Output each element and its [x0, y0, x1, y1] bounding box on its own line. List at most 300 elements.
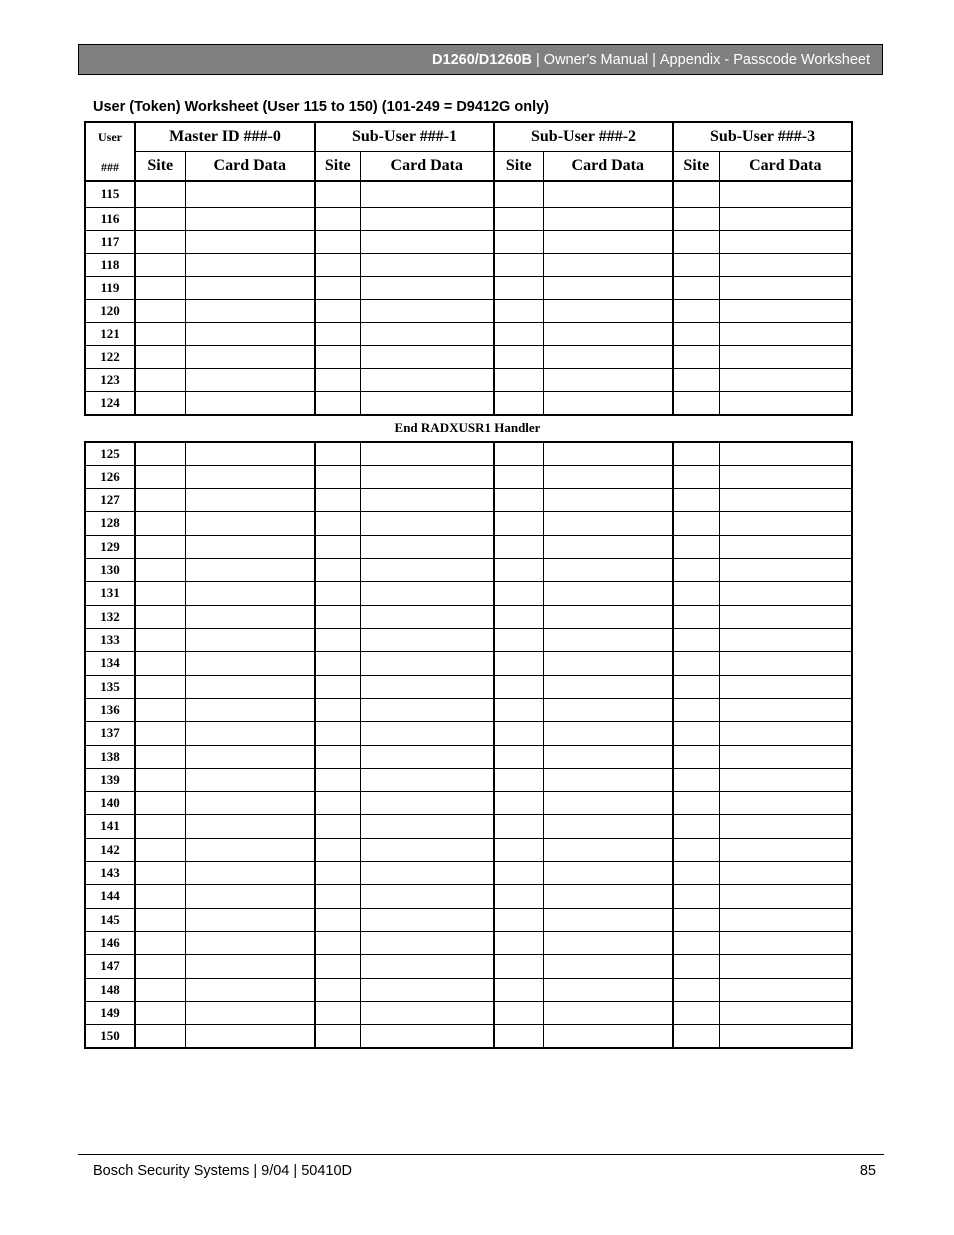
site-cell[interactable]	[494, 299, 543, 322]
card-data-cell[interactable]	[185, 181, 315, 207]
site-cell[interactable]	[135, 954, 185, 978]
site-cell[interactable]	[494, 838, 543, 861]
site-cell[interactable]	[135, 391, 185, 415]
card-data-cell[interactable]	[543, 908, 673, 931]
site-cell[interactable]	[135, 207, 185, 230]
site-cell[interactable]	[135, 558, 185, 581]
site-cell[interactable]	[673, 535, 719, 558]
card-data-cell[interactable]	[719, 768, 852, 791]
site-cell[interactable]	[494, 535, 543, 558]
card-data-cell[interactable]	[543, 207, 673, 230]
site-cell[interactable]	[494, 931, 543, 954]
site-cell[interactable]	[315, 954, 360, 978]
card-data-cell[interactable]	[543, 558, 673, 581]
card-data-cell[interactable]	[543, 391, 673, 415]
table-row	[85, 207, 852, 230]
site-cell[interactable]	[673, 628, 719, 651]
site-cell[interactable]	[673, 954, 719, 978]
site-cell[interactable]	[135, 978, 185, 1001]
card-data-cell[interactable]	[185, 558, 315, 581]
card-data-cell[interactable]	[185, 345, 315, 368]
site-cell[interactable]	[135, 698, 185, 721]
site-cell[interactable]	[494, 465, 543, 488]
site-cell[interactable]	[494, 253, 543, 276]
site-cell[interactable]	[315, 628, 360, 651]
card-data-cell[interactable]	[360, 511, 494, 535]
site-cell[interactable]	[494, 884, 543, 908]
card-data-cell[interactable]	[185, 511, 315, 535]
site-cell[interactable]	[135, 628, 185, 651]
card-data-cell[interactable]	[719, 1024, 852, 1048]
site-cell[interactable]	[673, 1024, 719, 1048]
card-data-cell[interactable]	[360, 442, 494, 465]
card-data-cell[interactable]	[719, 791, 852, 814]
card-data-cell[interactable]	[719, 605, 852, 628]
card-data-cell[interactable]	[360, 488, 494, 511]
card-data-cell[interactable]	[719, 861, 852, 884]
site-cell[interactable]	[494, 954, 543, 978]
site-cell[interactable]	[494, 745, 543, 768]
site-cell[interactable]	[315, 791, 360, 814]
site-cell[interactable]	[494, 345, 543, 368]
card-data-cell[interactable]	[543, 322, 673, 345]
card-data-header: Card Data	[543, 152, 673, 182]
site-cell[interactable]	[315, 442, 360, 465]
card-data-cell[interactable]	[719, 745, 852, 768]
card-data-cell[interactable]	[185, 442, 315, 465]
site-cell[interactable]	[315, 322, 360, 345]
table-row	[85, 230, 852, 253]
card-data-cell[interactable]	[185, 721, 315, 745]
site-cell[interactable]	[315, 745, 360, 768]
site-cell[interactable]	[135, 581, 185, 605]
card-data-cell[interactable]	[360, 721, 494, 745]
card-data-cell[interactable]	[543, 861, 673, 884]
card-data-cell[interactable]	[360, 558, 494, 581]
site-cell[interactable]	[315, 345, 360, 368]
card-data-cell[interactable]	[185, 1001, 315, 1024]
site-cell[interactable]	[135, 276, 185, 299]
card-data-cell[interactable]	[543, 253, 673, 276]
site-cell[interactable]	[315, 978, 360, 1001]
site-cell[interactable]	[494, 558, 543, 581]
card-data-cell[interactable]	[185, 207, 315, 230]
site-cell[interactable]	[673, 675, 719, 698]
card-data-cell[interactable]	[719, 299, 852, 322]
card-data-cell[interactable]	[185, 698, 315, 721]
card-data-cell[interactable]	[185, 488, 315, 511]
site-cell[interactable]	[315, 605, 360, 628]
card-data-cell[interactable]	[543, 954, 673, 978]
card-data-cell[interactable]	[719, 511, 852, 535]
site-cell[interactable]	[494, 605, 543, 628]
site-cell[interactable]	[315, 558, 360, 581]
card-data-cell[interactable]	[360, 768, 494, 791]
card-data-cell[interactable]	[719, 181, 852, 207]
site-cell[interactable]	[135, 931, 185, 954]
site-cell[interactable]	[673, 978, 719, 1001]
card-data-cell[interactable]	[543, 721, 673, 745]
card-data-cell[interactable]	[543, 1001, 673, 1024]
card-data-cell[interactable]	[719, 814, 852, 838]
card-data-cell[interactable]	[719, 442, 852, 465]
site-cell[interactable]	[494, 978, 543, 1001]
user-number: 144	[85, 884, 135, 908]
site-cell[interactable]	[673, 791, 719, 814]
site-cell[interactable]	[135, 721, 185, 745]
card-data-cell[interactable]	[360, 230, 494, 253]
site-cell[interactable]	[673, 1001, 719, 1024]
site-cell[interactable]	[673, 181, 719, 207]
card-data-cell[interactable]	[543, 675, 673, 698]
card-data-cell[interactable]	[719, 1001, 852, 1024]
card-data-cell[interactable]	[543, 768, 673, 791]
site-cell[interactable]	[315, 181, 360, 207]
card-data-cell[interactable]	[360, 838, 494, 861]
table-row	[85, 768, 852, 791]
card-data-cell[interactable]	[719, 651, 852, 675]
card-data-cell[interactable]	[719, 978, 852, 1001]
card-data-cell[interactable]	[543, 511, 673, 535]
card-data-cell[interactable]	[543, 465, 673, 488]
site-cell[interactable]	[135, 322, 185, 345]
card-data-cell[interactable]	[543, 884, 673, 908]
site-cell[interactable]	[135, 838, 185, 861]
card-data-cell[interactable]	[360, 368, 494, 391]
site-cell[interactable]	[673, 558, 719, 581]
site-cell[interactable]	[315, 861, 360, 884]
card-data-cell[interactable]	[719, 207, 852, 230]
site-cell[interactable]	[673, 442, 719, 465]
card-data-cell[interactable]	[185, 931, 315, 954]
card-data-cell[interactable]	[360, 814, 494, 838]
card-data-cell[interactable]	[543, 838, 673, 861]
site-cell[interactable]	[673, 931, 719, 954]
site-cell[interactable]	[135, 1024, 185, 1048]
site-cell[interactable]	[135, 299, 185, 322]
card-data-cell[interactable]	[360, 581, 494, 605]
card-data-cell[interactable]	[185, 276, 315, 299]
site-cell[interactable]	[673, 511, 719, 535]
site-cell[interactable]	[315, 299, 360, 322]
site-cell[interactable]	[494, 1024, 543, 1048]
card-data-cell[interactable]	[185, 745, 315, 768]
site-cell[interactable]	[494, 791, 543, 814]
site-cell[interactable]	[135, 884, 185, 908]
card-data-cell[interactable]	[185, 465, 315, 488]
card-data-cell[interactable]	[360, 675, 494, 698]
site-cell[interactable]	[673, 488, 719, 511]
card-data-cell[interactable]	[360, 931, 494, 954]
site-cell[interactable]	[135, 651, 185, 675]
card-data-cell[interactable]	[360, 978, 494, 1001]
site-cell[interactable]	[135, 181, 185, 207]
card-data-cell[interactable]	[719, 838, 852, 861]
user-number: 134	[85, 651, 135, 675]
card-data-cell[interactable]	[360, 465, 494, 488]
site-cell[interactable]	[135, 230, 185, 253]
site-cell[interactable]	[315, 675, 360, 698]
site-cell[interactable]	[315, 465, 360, 488]
site-cell[interactable]	[494, 230, 543, 253]
card-data-cell[interactable]	[719, 908, 852, 931]
site-cell[interactable]	[673, 253, 719, 276]
card-data-cell[interactable]	[543, 181, 673, 207]
card-data-cell[interactable]	[543, 814, 673, 838]
card-data-cell[interactable]	[543, 299, 673, 322]
card-data-cell[interactable]	[719, 276, 852, 299]
card-data-cell[interactable]	[543, 791, 673, 814]
card-data-cell[interactable]	[185, 884, 315, 908]
site-cell[interactable]	[673, 345, 719, 368]
card-data-cell[interactable]	[543, 605, 673, 628]
site-cell[interactable]	[315, 253, 360, 276]
card-data-cell[interactable]	[543, 1024, 673, 1048]
card-data-cell[interactable]	[543, 978, 673, 1001]
card-data-cell[interactable]	[185, 675, 315, 698]
card-data-cell[interactable]	[185, 838, 315, 861]
card-data-cell[interactable]	[543, 276, 673, 299]
card-data-cell[interactable]	[543, 628, 673, 651]
site-cell[interactable]	[315, 721, 360, 745]
card-data-cell[interactable]	[185, 954, 315, 978]
card-data-cell[interactable]	[360, 954, 494, 978]
site-cell[interactable]	[135, 368, 185, 391]
card-data-cell[interactable]	[360, 1024, 494, 1048]
site-cell[interactable]	[494, 581, 543, 605]
site-cell[interactable]	[673, 581, 719, 605]
card-data-cell[interactable]	[719, 391, 852, 415]
card-data-cell[interactable]	[543, 581, 673, 605]
card-data-cell[interactable]	[360, 745, 494, 768]
card-data-cell[interactable]	[185, 253, 315, 276]
site-cell[interactable]	[673, 861, 719, 884]
site-cell[interactable]	[315, 698, 360, 721]
card-data-cell[interactable]	[360, 391, 494, 415]
card-data-cell[interactable]	[360, 698, 494, 721]
site-cell[interactable]	[673, 322, 719, 345]
card-data-cell[interactable]	[360, 345, 494, 368]
card-data-cell[interactable]	[719, 368, 852, 391]
site-cell[interactable]	[494, 651, 543, 675]
site-cell[interactable]	[673, 299, 719, 322]
card-data-cell[interactable]	[719, 230, 852, 253]
card-data-cell[interactable]	[719, 954, 852, 978]
site-cell[interactable]	[494, 675, 543, 698]
site-cell[interactable]	[315, 488, 360, 511]
card-data-cell[interactable]	[719, 675, 852, 698]
card-data-cell[interactable]	[543, 931, 673, 954]
site-cell[interactable]	[135, 465, 185, 488]
card-data-cell[interactable]	[360, 253, 494, 276]
site-cell[interactable]	[494, 861, 543, 884]
card-data-cell[interactable]	[719, 535, 852, 558]
site-cell[interactable]	[315, 207, 360, 230]
card-data-cell[interactable]	[185, 768, 315, 791]
site-cell[interactable]	[315, 908, 360, 931]
site-cell[interactable]	[673, 745, 719, 768]
site-cell[interactable]	[673, 651, 719, 675]
site-cell[interactable]	[494, 721, 543, 745]
card-data-cell[interactable]	[719, 884, 852, 908]
site-cell[interactable]	[315, 391, 360, 415]
card-data-cell[interactable]	[185, 791, 315, 814]
site-cell[interactable]	[673, 605, 719, 628]
card-data-cell[interactable]	[543, 745, 673, 768]
site-cell[interactable]	[315, 511, 360, 535]
card-data-cell[interactable]	[185, 908, 315, 931]
card-data-cell[interactable]	[719, 253, 852, 276]
site-cell[interactable]	[135, 442, 185, 465]
card-data-cell[interactable]	[360, 207, 494, 230]
site-cell[interactable]	[315, 768, 360, 791]
site-cell[interactable]	[315, 814, 360, 838]
site-cell[interactable]	[315, 651, 360, 675]
site-cell[interactable]	[494, 908, 543, 931]
card-data-cell[interactable]	[360, 535, 494, 558]
site-cell[interactable]	[315, 1001, 360, 1024]
site-cell[interactable]	[315, 884, 360, 908]
card-data-cell[interactable]	[185, 581, 315, 605]
card-data-cell[interactable]	[360, 605, 494, 628]
table-row	[85, 488, 852, 511]
card-data-cell[interactable]	[360, 1001, 494, 1024]
site-cell[interactable]	[135, 1001, 185, 1024]
card-data-cell[interactable]	[543, 698, 673, 721]
site-cell[interactable]	[494, 276, 543, 299]
card-data-cell[interactable]	[185, 368, 315, 391]
card-data-cell[interactable]	[719, 488, 852, 511]
table-row	[85, 605, 852, 628]
site-cell[interactable]	[673, 230, 719, 253]
site-cell[interactable]	[673, 207, 719, 230]
card-data-cell[interactable]	[185, 299, 315, 322]
card-data-cell[interactable]	[719, 721, 852, 745]
site-cell[interactable]	[315, 838, 360, 861]
card-data-cell[interactable]	[185, 814, 315, 838]
site-cell[interactable]	[315, 581, 360, 605]
card-data-cell[interactable]	[719, 581, 852, 605]
site-cell[interactable]	[494, 442, 543, 465]
site-cell[interactable]	[494, 814, 543, 838]
site-cell[interactable]	[315, 1024, 360, 1048]
card-data-cell[interactable]	[543, 651, 673, 675]
table-row	[85, 838, 852, 861]
site-cell[interactable]	[135, 511, 185, 535]
card-data-cell[interactable]	[360, 628, 494, 651]
site-cell[interactable]	[494, 628, 543, 651]
card-data-cell[interactable]	[185, 861, 315, 884]
card-data-cell[interactable]	[185, 1024, 315, 1048]
site-cell[interactable]	[494, 207, 543, 230]
card-data-cell[interactable]	[719, 931, 852, 954]
site-cell[interactable]	[673, 884, 719, 908]
site-cell[interactable]	[494, 391, 543, 415]
site-cell[interactable]	[494, 488, 543, 511]
site-cell[interactable]	[673, 368, 719, 391]
card-data-cell[interactable]	[719, 628, 852, 651]
card-data-cell[interactable]	[719, 698, 852, 721]
card-data-cell[interactable]	[185, 605, 315, 628]
site-cell[interactable]	[494, 322, 543, 345]
card-data-cell[interactable]	[185, 322, 315, 345]
site-cell[interactable]	[315, 230, 360, 253]
card-data-cell[interactable]	[719, 465, 852, 488]
table-row	[85, 721, 852, 745]
card-data-cell[interactable]	[360, 884, 494, 908]
site-cell[interactable]	[673, 768, 719, 791]
site-cell[interactable]	[135, 535, 185, 558]
card-data-cell[interactable]	[185, 391, 315, 415]
site-cell[interactable]	[135, 791, 185, 814]
site-cell[interactable]	[135, 345, 185, 368]
site-cell[interactable]	[673, 721, 719, 745]
site-cell[interactable]	[135, 861, 185, 884]
card-data-cell[interactable]	[360, 861, 494, 884]
site-cell[interactable]	[135, 908, 185, 931]
card-data-cell[interactable]	[360, 322, 494, 345]
site-cell[interactable]	[673, 276, 719, 299]
site-cell[interactable]	[494, 368, 543, 391]
site-cell[interactable]	[135, 488, 185, 511]
site-cell[interactable]	[135, 768, 185, 791]
site-cell[interactable]	[135, 745, 185, 768]
site-cell[interactable]	[494, 181, 543, 207]
site-cell[interactable]	[135, 675, 185, 698]
card-data-cell[interactable]	[543, 535, 673, 558]
site-cell[interactable]	[494, 768, 543, 791]
site-cell[interactable]	[494, 511, 543, 535]
card-data-cell[interactable]	[719, 345, 852, 368]
site-cell[interactable]	[673, 908, 719, 931]
card-data-cell[interactable]	[185, 628, 315, 651]
site-cell[interactable]	[494, 1001, 543, 1024]
card-data-cell[interactable]	[543, 345, 673, 368]
card-data-cell[interactable]	[719, 558, 852, 581]
site-cell[interactable]	[673, 814, 719, 838]
header-section: Appendix - Passcode Worksheet	[659, 51, 870, 68]
site-cell[interactable]	[315, 276, 360, 299]
site-cell[interactable]	[673, 391, 719, 415]
site-cell[interactable]	[673, 698, 719, 721]
card-data-cell[interactable]	[360, 181, 494, 207]
site-cell[interactable]	[673, 465, 719, 488]
card-data-cell[interactable]	[360, 908, 494, 931]
card-data-cell[interactable]	[360, 299, 494, 322]
site-cell[interactable]	[135, 253, 185, 276]
site-cell[interactable]	[135, 814, 185, 838]
site-cell[interactable]	[315, 368, 360, 391]
card-data-cell[interactable]	[543, 368, 673, 391]
table-row	[85, 558, 852, 581]
site-cell[interactable]	[315, 931, 360, 954]
card-data-cell[interactable]	[719, 322, 852, 345]
card-data-cell[interactable]	[185, 535, 315, 558]
card-data-cell[interactable]	[360, 791, 494, 814]
card-data-cell[interactable]	[543, 442, 673, 465]
card-data-cell[interactable]	[185, 651, 315, 675]
site-cell[interactable]	[494, 698, 543, 721]
card-data-cell[interactable]	[360, 651, 494, 675]
site-cell[interactable]	[315, 535, 360, 558]
card-data-cell[interactable]	[360, 276, 494, 299]
card-data-cell[interactable]	[543, 230, 673, 253]
site-cell[interactable]	[135, 605, 185, 628]
card-data-cell[interactable]	[185, 230, 315, 253]
card-data-cell[interactable]	[543, 488, 673, 511]
site-cell[interactable]	[673, 838, 719, 861]
card-data-cell[interactable]	[185, 978, 315, 1001]
